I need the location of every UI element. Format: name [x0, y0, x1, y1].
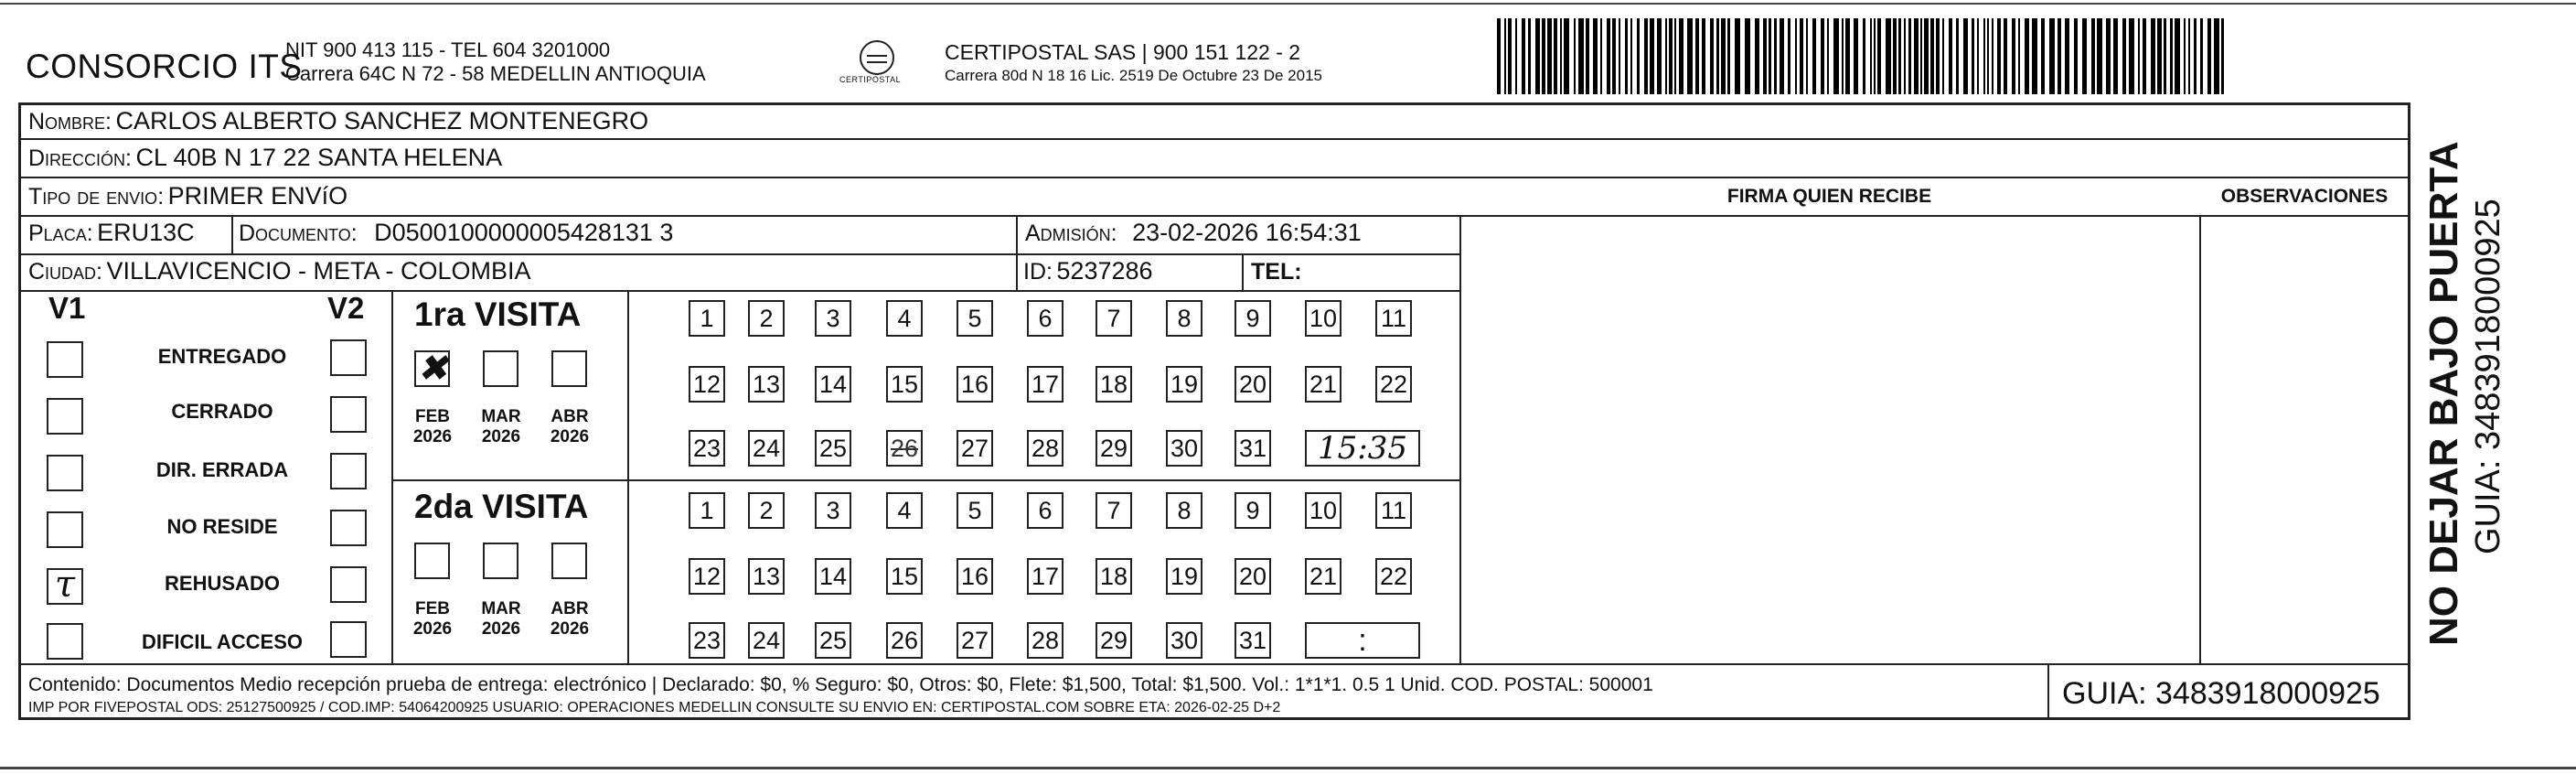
placa-label: Placa: [28, 220, 93, 246]
id-label: ID: [1023, 259, 1053, 285]
direccion-value: CL 40B N 17 22 SANTA HELENA [135, 144, 503, 171]
placa-row [28, 219, 195, 247]
day-box[interactable]: 13 [748, 558, 785, 595]
day-box[interactable]: 23 [689, 622, 725, 659]
firma-header: FIRMA QUIEN RECIBE [1726, 186, 1932, 207]
day-box[interactable]: 5 [957, 300, 993, 337]
status-reason-label: ENTREGADO [157, 345, 287, 368]
status-reason-label: CERRADO [171, 400, 273, 423]
month-checkbox-mar[interactable] [483, 350, 518, 387]
day-box[interactable]: 24 [748, 622, 785, 659]
day-box[interactable]: 30 [1166, 622, 1202, 659]
day-box[interactable]: 27 [957, 430, 993, 467]
day-box[interactable]: 21 [1305, 558, 1341, 595]
day-box[interactable]: 19 [1166, 558, 1202, 595]
company-info [285, 38, 706, 86]
contenido-line: Contenido: Documentos Medio recepción prueba de entrega: electrónico | Declarado: $0, % Seguro: $0, Otros: $0, Flete: $1,500, Total: $1,500. Vol.: 1*1*1. 0.5 1 Unid. COD. POSTAL: 500001 [28, 674, 1653, 695]
day-box[interactable]: 1 [689, 492, 725, 529]
certipostal-logo-icon [860, 40, 894, 75]
day-box[interactable]: 12 [689, 558, 725, 595]
month-checkbox-mar[interactable] [483, 543, 518, 579]
v2-checkbox[interactable] [330, 453, 367, 489]
day-box[interactable]: 5 [957, 492, 993, 529]
day-box[interactable]: 2 [748, 492, 785, 529]
nombre-row [28, 107, 648, 135]
imp-line: IMP POR FIVEPOSTAL ODS: 25127500925 / COD.IMP: 54064200925 USUARIO: OPERACIONES MEDELLIN CONSULTE SU ENVIO EN: CERTIPOSTAL.COM SOBRE ETA: 2026-02-25 D+2 [28, 700, 1281, 715]
v2-checkbox[interactable] [330, 621, 367, 658]
v1-checkbox[interactable] [47, 511, 83, 548]
observaciones-header: OBSERVACIONES [2220, 186, 2389, 207]
admision-row [1025, 219, 1362, 247]
check-mark: τ [54, 564, 76, 606]
month-year: 2026 [550, 427, 590, 446]
day-box[interactable]: 9 [1235, 492, 1271, 529]
ciudad-row [28, 257, 531, 285]
first-visit-title: 1ra VISITA [414, 296, 582, 333]
day-box[interactable]: 23 [689, 430, 725, 467]
col-line [1016, 253, 1018, 290]
col-line [1016, 215, 1018, 253]
day-box[interactable]: 17 [1027, 558, 1064, 595]
day-box[interactable]: 29 [1096, 622, 1132, 659]
nombre-value: CARLOS ALBERTO SANCHEZ MONTENEGRO [115, 107, 649, 134]
v1-checkbox[interactable] [47, 623, 83, 660]
day-box[interactable]: 27 [957, 622, 993, 659]
day-box[interactable]: 18 [1096, 366, 1132, 403]
barcode-icon [1497, 18, 2226, 94]
time-box[interactable]: : [1305, 622, 1420, 659]
logo-caption: CERTIPOSTAL [839, 75, 902, 84]
day-box[interactable]: 14 [815, 558, 851, 595]
day-box[interactable]: 11 [1375, 300, 1412, 337]
day-box[interactable]: 29 [1096, 430, 1132, 467]
day-box[interactable]: 7 [1096, 492, 1132, 529]
certipostal-address: Carrera 80d N 18 16 Lic. 2519 De Octubre 23 De 2015 [945, 67, 1322, 84]
day-box[interactable]: 25 [815, 622, 851, 659]
tipo-value: PRIMER ENVíO [167, 182, 348, 210]
month-checkbox-abr[interactable] [551, 350, 587, 387]
month-label [542, 599, 597, 640]
second-visit-title: 2da VISITA [414, 488, 589, 525]
month-checkbox-abr[interactable] [551, 543, 587, 579]
admision-label: Admisión: [1025, 220, 1117, 246]
month-checkbox-feb[interactable] [414, 348, 450, 390]
day-box[interactable]: 24 [748, 430, 785, 467]
visit-divider [391, 479, 1459, 481]
v2-checkbox[interactable] [330, 396, 367, 433]
documento-row [239, 219, 673, 247]
month-year: 2026 [481, 427, 521, 446]
day-box[interactable]: 19 [1166, 366, 1202, 403]
day-box[interactable]: 28 [1027, 622, 1064, 659]
v1-checkbox[interactable] [47, 398, 83, 435]
day-box-marked[interactable]: 26 [886, 430, 923, 467]
day-box[interactable]: 3 [815, 300, 851, 337]
day-box[interactable]: 11 [1375, 492, 1412, 529]
v1-checkbox[interactable] [47, 455, 83, 491]
documento-value: D0500100000005428131 3 [374, 219, 674, 246]
day-box[interactable]: 17 [1027, 366, 1064, 403]
month-year: 2026 [412, 619, 453, 639]
row-line [21, 215, 2408, 217]
day-box[interactable]: 13 [748, 366, 785, 403]
day-box[interactable]: 14 [815, 366, 851, 403]
col-line [627, 290, 629, 663]
no-dejar-bajo-puerta: NO DEJAR BAJO PUERTA [2421, 141, 2466, 646]
status-reason-label: DIFICIL ACCESO [141, 630, 303, 653]
v2-checkbox[interactable] [330, 339, 367, 376]
day-box[interactable]: 3 [815, 492, 851, 529]
id-row [1023, 257, 1153, 285]
row-line [21, 253, 1459, 255]
ciudad-label: Ciudad: [28, 259, 103, 285]
col-line [2199, 215, 2201, 663]
month-label [542, 407, 597, 447]
day-box[interactable]: 12 [689, 366, 725, 403]
day-box[interactable]: 26 [886, 622, 923, 659]
row-line [21, 138, 2408, 140]
day-box[interactable]: 8 [1166, 300, 1202, 337]
day-box[interactable]: 10 [1305, 492, 1341, 529]
direccion-label: Dirección: [28, 145, 133, 171]
month-label [474, 407, 529, 447]
side-guia: GUIA: 3483918000925 [2469, 199, 2507, 554]
nombre-label: Nombre: [28, 109, 112, 134]
day-box[interactable]: 7 [1096, 300, 1132, 337]
v2-header: V2 [327, 291, 365, 325]
day-box[interactable]: 20 [1235, 366, 1271, 403]
day-box[interactable]: 31 [1235, 622, 1271, 659]
day-box[interactable]: 22 [1375, 558, 1412, 595]
day-box[interactable]: 8 [1166, 492, 1202, 529]
top-rule [0, 3, 2576, 5]
bottom-rule [0, 767, 2576, 769]
month-label [474, 599, 529, 640]
day-box[interactable]: 16 [957, 558, 993, 595]
form-box [18, 102, 2410, 720]
day-box[interactable]: 1 [689, 300, 725, 337]
month-label [405, 407, 460, 447]
day-box[interactable]: 6 [1027, 300, 1064, 337]
day-box[interactable]: 18 [1096, 558, 1132, 595]
col-line [231, 215, 233, 253]
company-name: CONSORCIO ITS [26, 48, 303, 85]
day-box[interactable]: 15 [886, 558, 923, 595]
status-reason-label: REHUSADO [165, 572, 280, 595]
v1-header: V1 [48, 291, 86, 325]
month-year: 2026 [550, 619, 590, 639]
time-box[interactable]: 15:35 [1305, 430, 1420, 467]
v2-checkbox[interactable] [330, 566, 367, 603]
tipo-row [28, 182, 347, 210]
col-line [1459, 215, 1461, 663]
tipo-label: Tipo de envio: [28, 184, 165, 210]
address-line: Carrera 64C N 72 - 58 MEDELLIN ANTIOQUIA [285, 62, 706, 85]
ciudad-value: VILLAVICENCIO - META - COLOMBIA [106, 257, 531, 285]
col-line [1242, 253, 1244, 290]
tel-label: TEL: [1251, 259, 1302, 285]
row-line [21, 177, 2408, 178]
v2-checkbox[interactable] [330, 510, 367, 546]
month-name: MAR [481, 599, 521, 618]
certipostal-line: CERTIPOSTAL SAS | 900 151 122 - 2 [945, 40, 1301, 64]
month-name: ABR [550, 407, 589, 426]
v1-checkbox[interactable] [47, 564, 83, 606]
nit-line: NIT 900 413 115 - TEL 604 3201000 [285, 38, 611, 61]
day-box[interactable]: 6 [1027, 492, 1064, 529]
row-line [21, 663, 2408, 665]
documento-label: Documento: [239, 220, 358, 246]
month-year: 2026 [412, 427, 453, 446]
guia-box: GUIA: 3483918000925 [2062, 676, 2380, 711]
row-line [21, 290, 1459, 292]
month-name: FEB [415, 599, 450, 618]
id-value: 5237286 [1056, 257, 1153, 285]
day-box[interactable]: 21 [1305, 366, 1341, 403]
month-name: ABR [550, 599, 589, 618]
day-box[interactable]: 15 [886, 366, 923, 403]
day-box[interactable]: 10 [1305, 300, 1341, 337]
month-name: FEB [415, 407, 450, 426]
month-year: 2026 [481, 619, 521, 639]
certipostal-info [945, 40, 1322, 88]
day-box[interactable]: 16 [957, 366, 993, 403]
day-box[interactable]: 22 [1375, 366, 1412, 403]
day-box[interactable]: 28 [1027, 430, 1064, 467]
col-line [391, 290, 393, 663]
month-name: MAR [481, 407, 521, 426]
month-checkbox-feb[interactable] [414, 543, 450, 579]
placa-value: ERU13C [97, 219, 195, 246]
day-box[interactable]: 4 [886, 300, 923, 337]
col-line [2047, 663, 2049, 720]
day-box[interactable]: 25 [815, 430, 851, 467]
month-label [405, 599, 460, 640]
check-mark: ✖ [417, 348, 448, 390]
day-box[interactable]: 20 [1235, 558, 1271, 595]
v1-checkbox[interactable] [47, 341, 83, 378]
status-reason-label: NO RESIDE [166, 515, 278, 538]
admision-value: 23-02-2026 16:54:31 [1132, 219, 1362, 246]
direccion-row [28, 144, 502, 172]
day-box[interactable]: 9 [1235, 300, 1271, 337]
day-box[interactable]: 4 [886, 492, 923, 529]
day-box[interactable]: 30 [1166, 430, 1202, 467]
day-box[interactable]: 31 [1235, 430, 1271, 467]
day-box[interactable]: 2 [748, 300, 785, 337]
status-reason-label: DIR. ERRADA [155, 458, 289, 481]
